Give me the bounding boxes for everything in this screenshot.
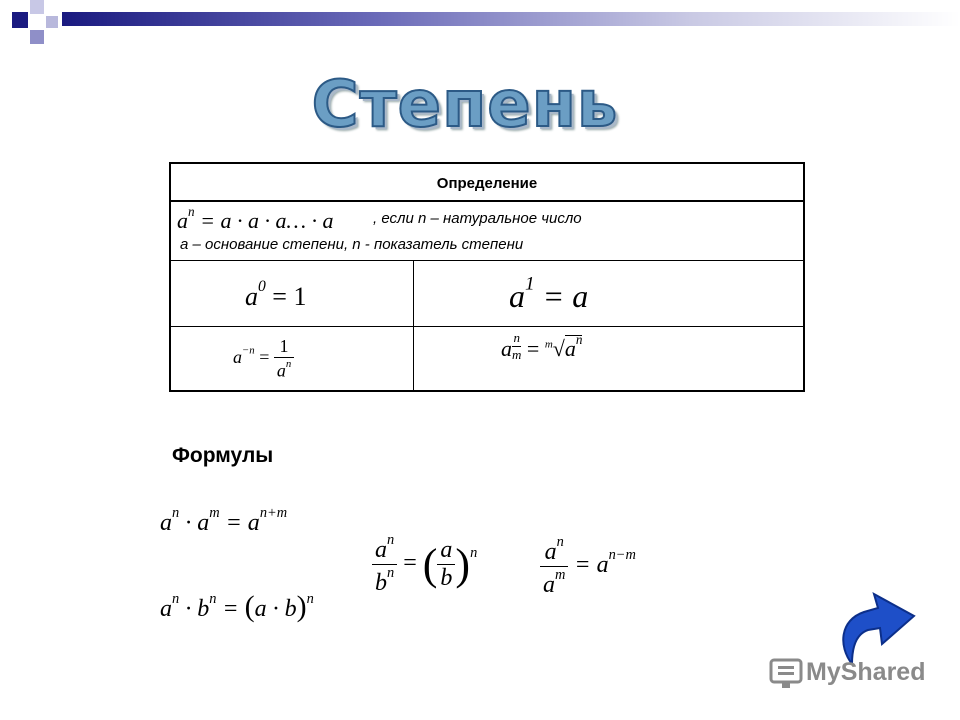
table-divider: [171, 260, 803, 261]
top-gradient-bar: [62, 12, 960, 26]
formula-fractional-power: a $\frac{n}{m}$ = $^m√a^n$: [501, 330, 583, 362]
table-column-divider: [413, 260, 414, 390]
decor-square-navy: [12, 12, 28, 28]
definition-note: a – основание степени, n - показатель степени: [180, 236, 524, 253]
definition-table: [169, 162, 805, 392]
formula-product-same-base: $a^n \cdot a^m = a^{n+m}$: [160, 505, 288, 536]
table-divider: [171, 326, 803, 327]
decor-square-mid: [30, 30, 44, 44]
decor-square-light: [30, 0, 44, 14]
definition-condition: , если n – натуральное число: [373, 210, 582, 227]
table-divider: [171, 200, 803, 202]
formula-zero-power: $a^0 = 1$: [245, 278, 307, 312]
formula-quotient-same-base: $\frac{a^n}{a^m}$ = $a^{n-m}$: [540, 534, 636, 599]
myshared-logo-icon: [768, 656, 804, 690]
definition-formula: $a^n = a \cdot a$ · a… · a: [177, 204, 334, 233]
decor-square-light-2: [46, 16, 58, 28]
formula-quotient-same-exponent: $\frac{a^n}{b^n}$ = ( $\frac{a}{b}$ )$^n$: [372, 532, 477, 597]
formula-negative-power: $a^{-n}$ = $\frac{1}{a^n}$: [233, 336, 294, 382]
watermark-brand: MyShared: [806, 658, 926, 686]
formula-first-power: $a^1 = a$: [509, 274, 589, 315]
table-header: Определение: [436, 175, 538, 192]
formula-product-same-exponent: $a^n \cdot b^n = (a \cdot b)^n$: [160, 590, 314, 623]
formulas-heading: Формулы: [172, 444, 274, 467]
slide-title: Степень: [311, 68, 619, 142]
